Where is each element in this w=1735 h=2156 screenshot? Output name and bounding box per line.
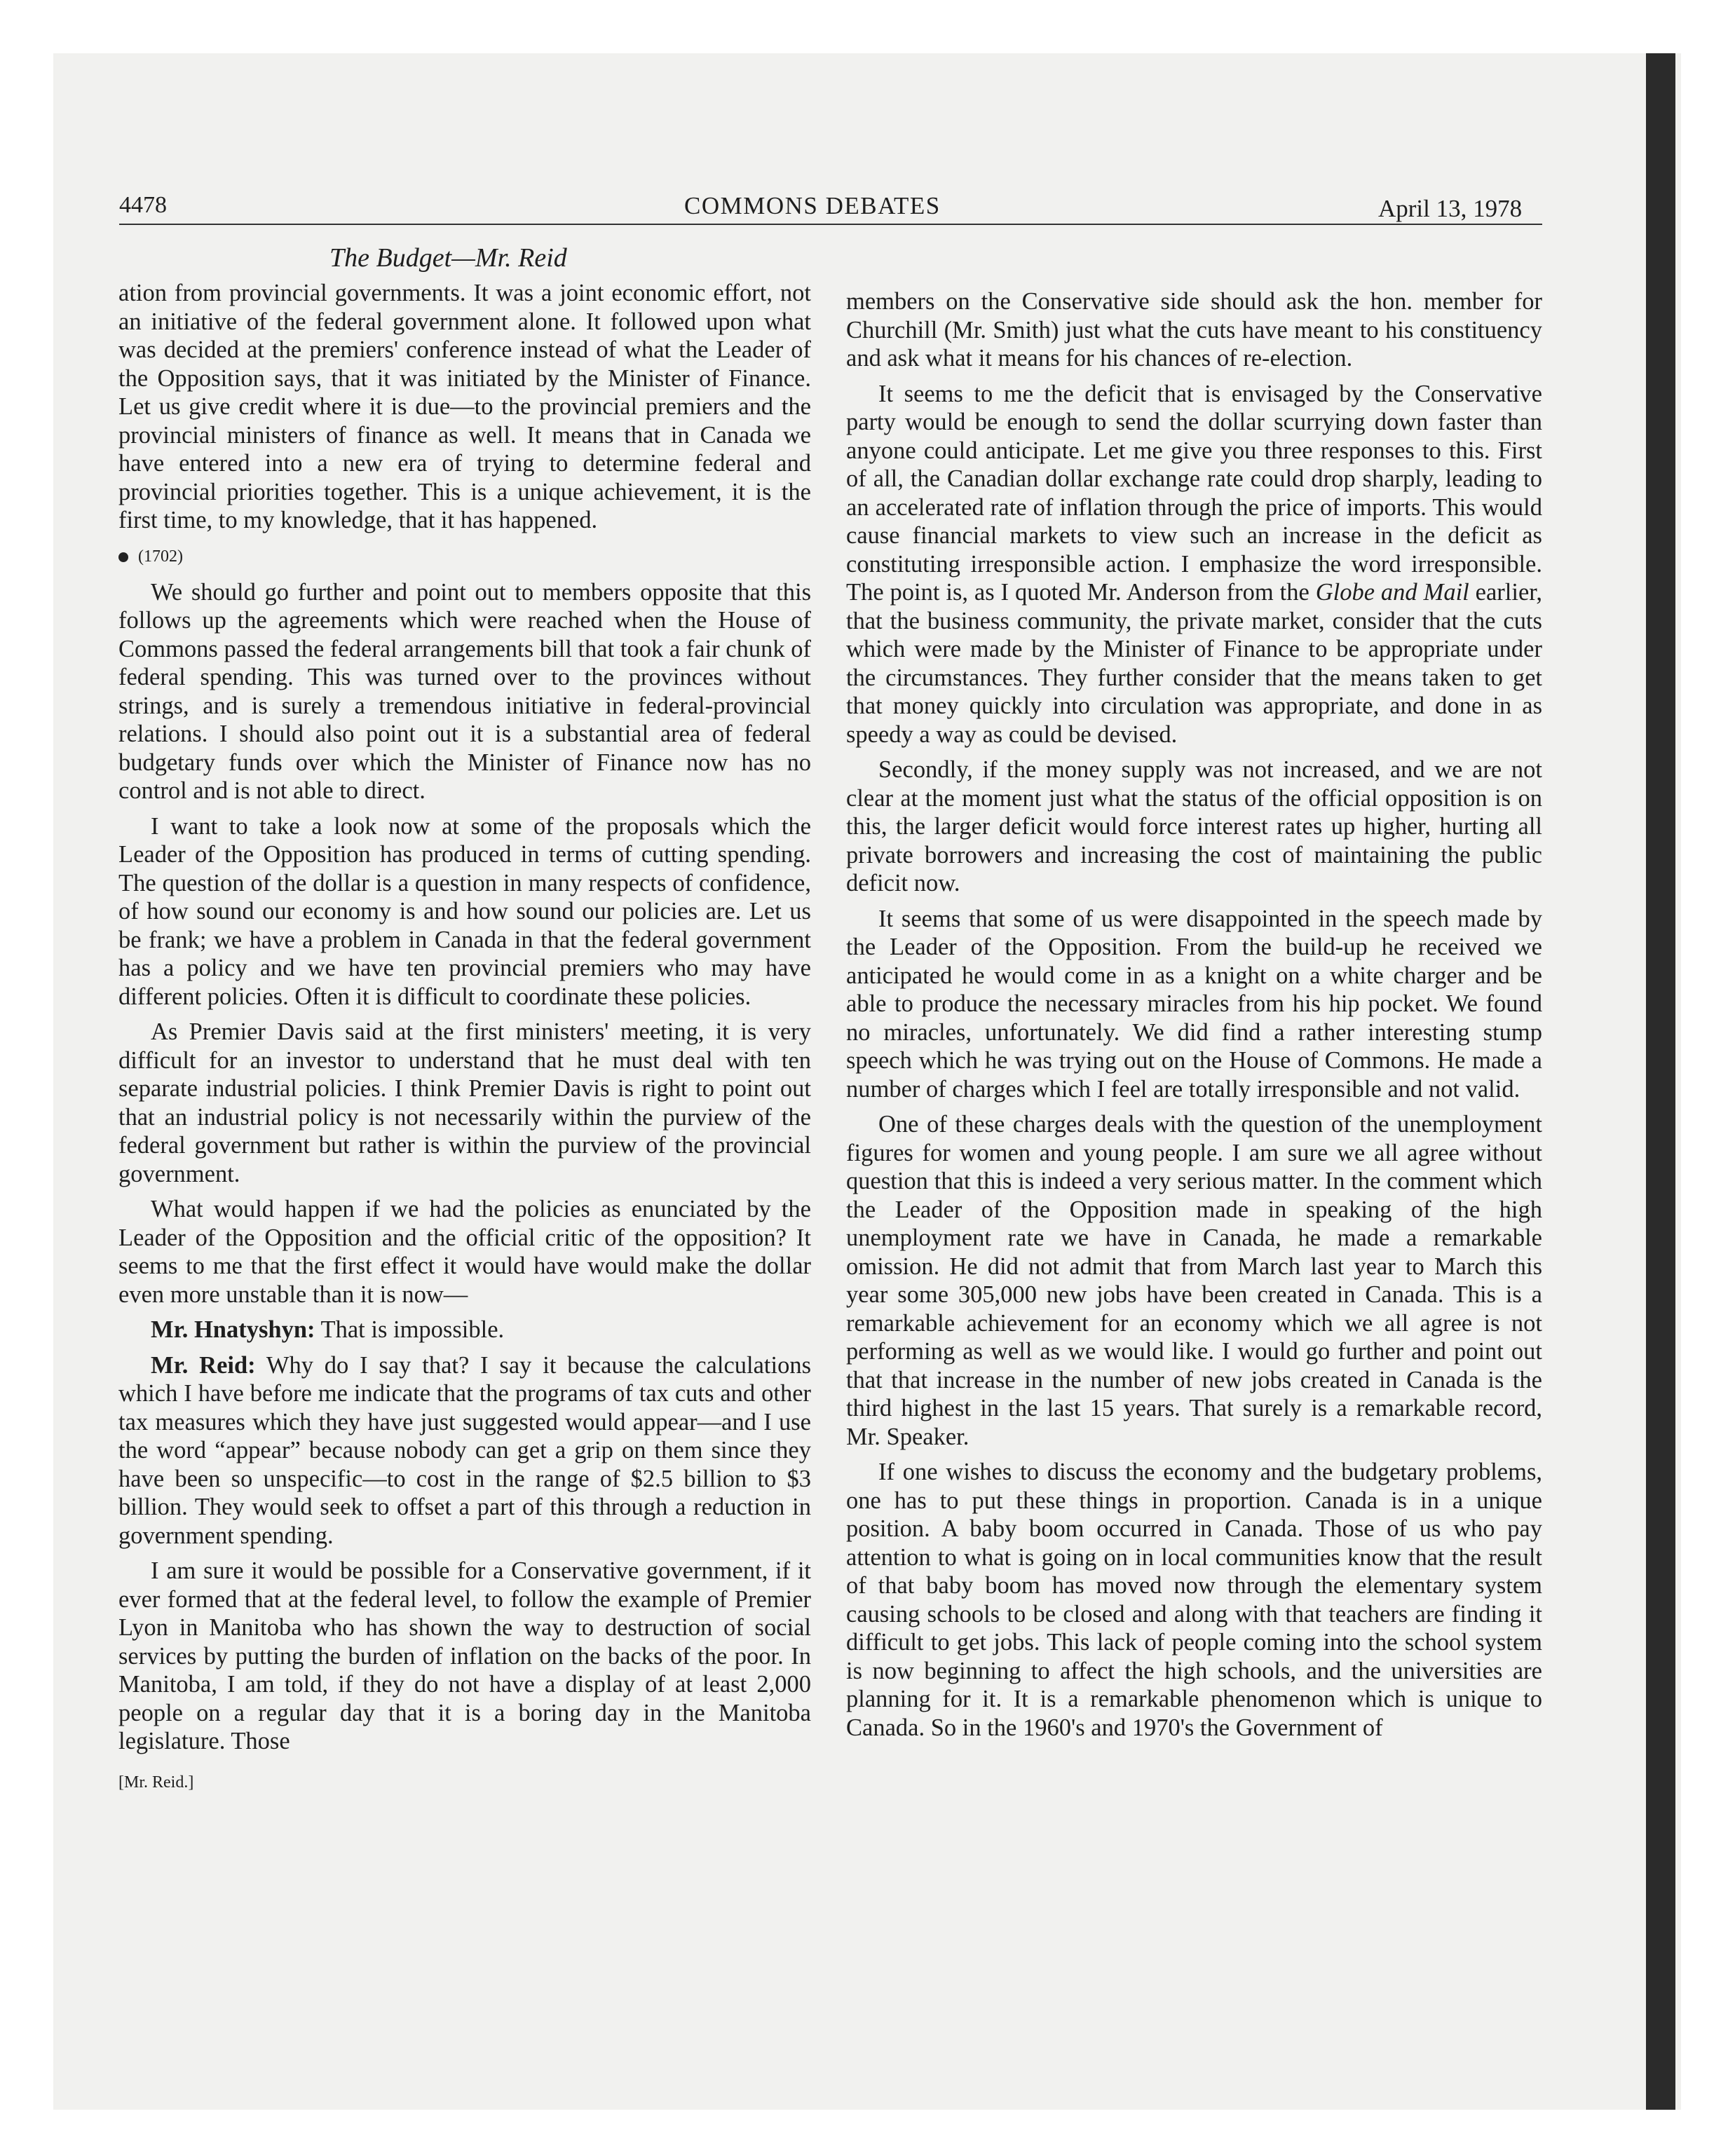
- paragraph: As Premier Davis said at the first ministers' meeting, it is very difficult for an investor to understand that he must deal with ten separate industrial policies. I think Premier Davis is right to point out that an industrial policy is not necessarily within the purview of the federal government but rather is within the purview of the provincial government.: [118, 1018, 811, 1187]
- right-column: [846, 287, 1542, 1749]
- speaker-footer-tag: [Mr. Reid.]: [118, 1773, 194, 1792]
- paragraph: If one wishes to discuss the economy and the budgetary problems, one has to put these things in proportion. Canada is in a unique position. A baby boom occurred in Canada. Those of us who pay attention to what is going on in local communities know that the result of that baby boom has moved now through the elementary system causing schools to be closed and along with that teachers are finding it difficult to get jobs. This lack of people coming into the school system is now beginning to affect the high schools, and the universities are planning for it. It is a remarkable phenomenon which is unique to Canada. So in the 1960's and 1970's the Government of: [846, 1459, 1542, 1741]
- speaker-text: Why do I say that? I say it because the calculations which I have before me indicate that the programs of tax cuts and other tax measures which they have just suggested would appear—and I use the word “appear” because nobody can get a grip on them since they have been so unspecific—to cost in the range of $2.5 billion to $3 billion. They would seek to offset a part of this through a reduction in government spending.: [118, 1351, 811, 1549]
- paragraph: I am sure it would be possible for a Conservative government, if it ever formed that at the federal level, to follow the example of Premier Lyon in Manitoba who has shown the way to destruction of social services by putting the burden of inflation on the backs of the poor. In Manitoba, I am told, if they do not have a display of at least 2,000 people on a regular day that it is a boring day in the Manitoba legislature. Those: [118, 1557, 811, 1754]
- paragraph: ation from provincial governments. It was a joint economic effort, not an initiative of the federal government alone. It followed upon what was decided at the premiers' conference instead of what the Leader of the Opposition says, that it was initiated by the Minister of Finance. Let us give credit where it is due—to the provincial premiers and the provincial ministers of finance as well. It means that in Canada we have entered into a new era of trying to determine federal and provincial priorities together. This is a unique achievement, it is the first time, to my knowledge, that it has happened.: [118, 280, 811, 533]
- page-number: 4478: [119, 192, 167, 218]
- paragraph: We should go further and point out to members opposite that this follows up the agreements which were reached when the House of Commons passed the federal arrangements bill that took a fair chunk of federal spending. This was turned over to the provinces without strings, and is surely a tremendous initiative in federal-provincial relations. I should also point out it is a substantial area of federal budgetary funds over which the Minister of Finance now has no control and is not able to direct.: [118, 578, 811, 804]
- paragraph: members on the Conservative side should ask the hon. member for Churchill (Mr. Smith) just what the cuts have meant to his constituency and ask what it means for his chances of re-election.: [846, 288, 1542, 371]
- speaker-name: Mr. Hnatyshyn:: [151, 1316, 315, 1343]
- header-rule: [119, 224, 1542, 225]
- paragraph-part: It seems to me the deficit that is envisaged by the Conservative party would be enough to send the dollar scurrying down faster than anyone could anticipate. Let me give you three responses to this. First of all, the Canadian dollar exchange rate could drop sharply, leading to an accelerated rate of inflation through the price of imports. This would cause financial markets to view such an increase in the deficit as constituting irresponsible action. I emphasize the word irresponsible. The point is, as I quoted Mr. Anderson from the: [846, 380, 1542, 606]
- bullet-icon: [118, 552, 128, 562]
- speaker-text: That is impossible.: [320, 1316, 505, 1343]
- paragraph: I want to take a look now at some of the proposals which the Leader of the Opposition has produced in terms of cutting spending. The question of the dollar is a question in many respects of confidence, of how sound our economy is and how sound our policies are. Let us be frank; we have a problem in Canada in that the federal government has a policy and we have ten provincial premiers who may have different policies. Often it is difficult to coordinate these policies.: [118, 812, 811, 1010]
- paragraph: What would happen if we had the policies as enunciated by the Leader of the Opposition and the official critic of the opposition? It seems to me that the first effect it would have would make the dollar even more unstable than it is now—: [118, 1196, 811, 1308]
- paragraph-part: earlier, that the business community, the private market, consider that the cuts which were made by the Minister of Finance to be appropriate under the circumstances. They further consider that the means taken to get that money quickly into circulation was appropriate, and done in as speedy a way as could be devised.: [846, 579, 1543, 748]
- left-column: [118, 279, 811, 1796]
- paragraph: Secondly, if the money supply was not increased, and we are not clear at the moment just what the status of the official opposition is on this, the larger deficit would force interest rates up higher, hurting all private borrowers and increasing the cost of maintaining the public deficit now.: [846, 756, 1542, 896]
- paragraph: [846, 380, 1542, 749]
- time-marker: [118, 546, 811, 567]
- newspaper-title: Globe and Mail: [1315, 579, 1469, 606]
- section-heading: The Budget—Mr. Reid: [329, 243, 567, 273]
- publication-title: COMMONS DEBATES: [684, 192, 941, 219]
- speaker-name: Mr. Reid:: [151, 1351, 256, 1379]
- speaker-paragraph: [118, 1351, 811, 1550]
- time-marker-text: (1702): [138, 547, 183, 566]
- speaker-paragraph: [118, 1316, 811, 1344]
- page-edge-shadow: [1646, 53, 1675, 2110]
- paragraph: It seems that some of us were disappointed in the speech made by the Leader of the Opposition. From the build-up he received we anticipated he would come in as a knight on a white charger and be able to produce the necessary miracles from his hip pocket. We found no miracles, unfortunately. We did find a rather interesting stump speech which he was trying out on the House of Commons. He made a number of charges which I feel are totally irresponsible and not valid.: [846, 905, 1542, 1103]
- page-date: April 13, 1978: [1378, 195, 1523, 222]
- paragraph: One of these charges deals with the question of the unemployment figures for women and young people. I am sure we all agree without question that this is indeed a very serious matter. In the comment which the Leader of the Opposition made in speaking of the high unemployment rate we have in Canada, he made a remarkable omission. He did not admit that from March last year to March this year some 305,000 new jobs have been created in Canada. This is a remarkable achievement for an economy which we all agree is not performing as well as we would like. I would go further and point out that that increase in the number of new jobs created in Canada is the third highest in the last 15 years. That surely is a remarkable record, Mr. Speaker.: [846, 1111, 1542, 1450]
